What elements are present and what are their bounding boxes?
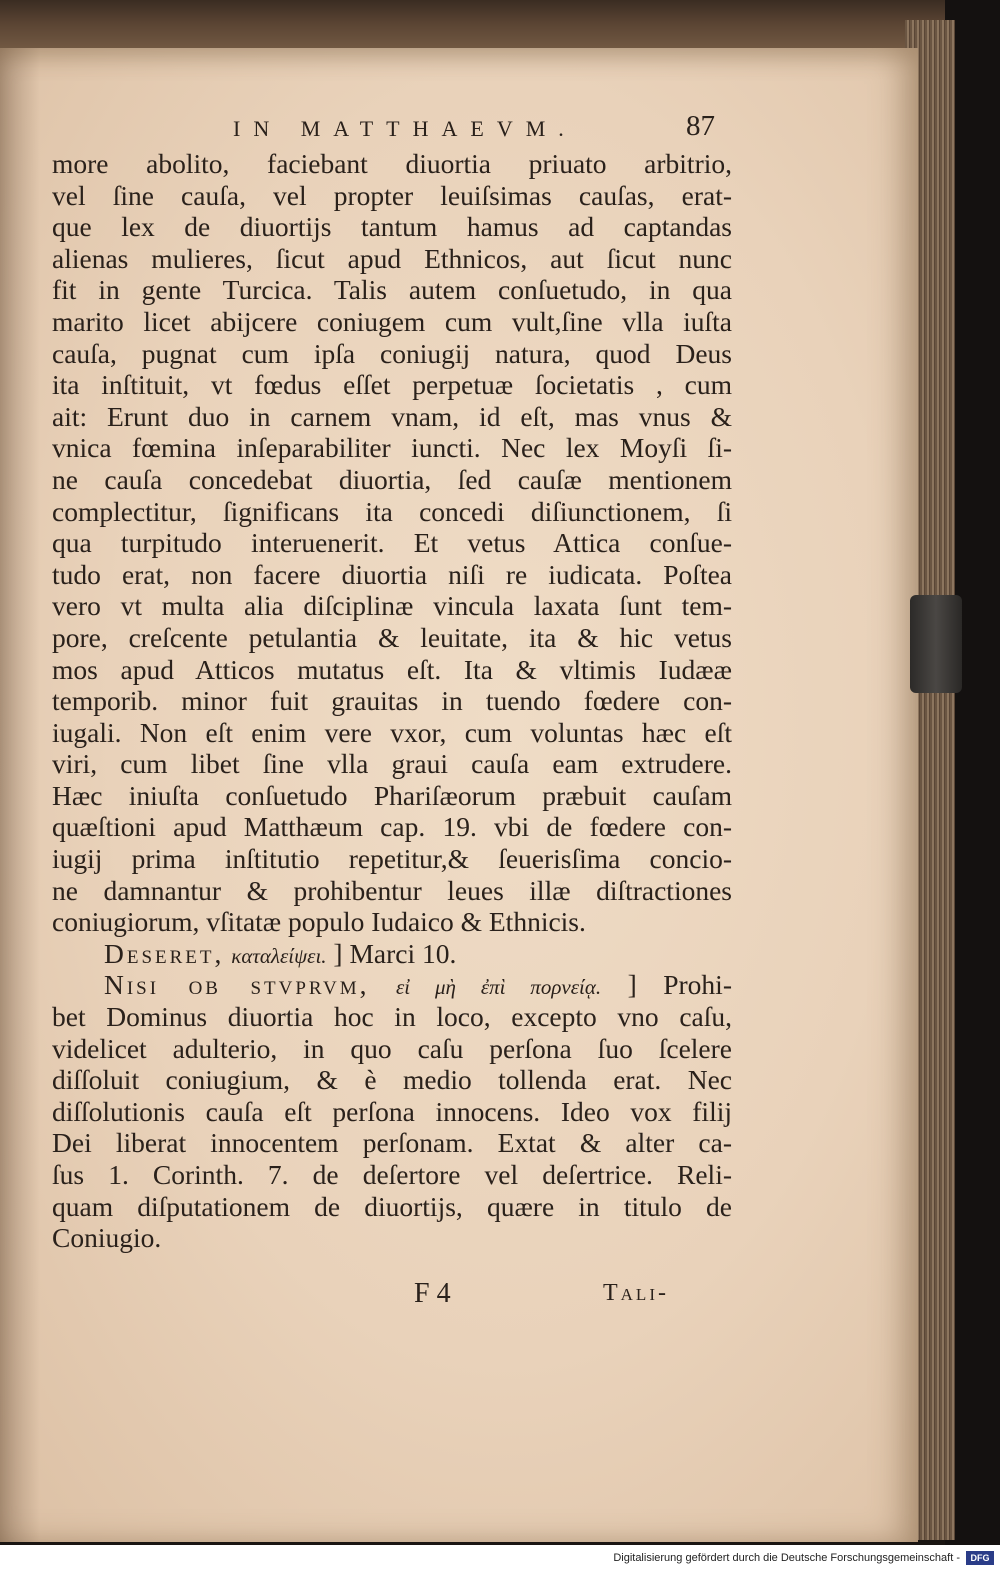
text-line: alienas mulieres, ſicut apud Ethnicos, aut ſicut nunc — [52, 242, 732, 274]
text-line: iugali. Non eſt enim vere vxor, cum voluntas hæc eſt — [52, 716, 732, 748]
page-number: 87 — [686, 110, 715, 142]
text-line: diſſolutionis cauſa eſt perſona innocens. Ideo vox filij — [52, 1095, 732, 1127]
lemma-continuation: ] Prohi- — [627, 969, 732, 1001]
page-header — [0, 110, 918, 148]
text-line: tudo erat, non facere diuortia niſi re iudicata. Poſtea — [52, 558, 732, 590]
text-line: bet Dominus diuortia hoc in loco, excepto vno caſu, — [52, 1001, 732, 1033]
paragraph-1 — [52, 148, 732, 938]
dfg-logo: DFG — [966, 1551, 994, 1565]
greek-quote: καταλείψει. — [231, 943, 327, 968]
text-line: videlicet adulterio, in quo caſu perſona ſuo ſcelere — [52, 1032, 732, 1064]
paragraph-2 — [52, 1001, 732, 1254]
text-line: ſus 1. Corinth. 7. de deſertore vel deſertrice. Reli- — [52, 1159, 732, 1190]
text-line: marito licet abijcere coniugem cum vult,ſine vlla iuſta — [52, 305, 732, 337]
text-line: diſſoluit coniugium, & è medio tollenda erat. Nec — [52, 1064, 732, 1096]
dfg-credit-text: Digitalisierung gefördert durch die Deutsche Forschungsgemeinschaft - — [613, 1552, 960, 1564]
text-line: vnica fœmina inſeparabiliter iuncti. Nec lex Moyſi ſi- — [52, 432, 732, 464]
text-line: qua turpitudo interuenerit. Et vetus Attica conſue- — [52, 527, 732, 559]
text-line: more abolito, faciebant diuortia priuato arbitrio, — [52, 148, 732, 179]
text-line: quam diſputationem de diuortijs, quære in titulo de — [52, 1190, 732, 1222]
text-line: pore, creſcente petulantia & leuitate, ita & hic vetus — [52, 621, 732, 653]
lemma-deseret — [52, 938, 732, 970]
text-line: complectitur, ſignificans ita concedi diſiunctionem, ſi — [52, 495, 732, 527]
text-line: mos apud Atticos mutatus eſt. Ita & vltimis Iudææ — [52, 653, 732, 685]
text-line: ne cauſa concedebat diuortia, ſed cauſæ mentionem — [52, 463, 732, 495]
text-line: quæſtioni apud Matthæum cap. 19. vbi de fœdere con- — [52, 811, 732, 843]
page-footer — [0, 1278, 918, 1318]
greek-quote: εἰ μὴ ἐπὶ πορνείᾳ. — [396, 975, 602, 1000]
text-line: iugij prima inſtitutio repetitur,& ſeuerisſima concio- — [52, 843, 732, 875]
text-line: coniugiorum, vſitatæ populo Iudaico & Ethnicis. — [52, 906, 586, 938]
catchword: Tali- — [603, 1280, 669, 1306]
lemma-head: Deseret, — [104, 937, 225, 969]
book-clamp — [910, 595, 962, 693]
lemma-reference: ] Marci 10. — [333, 937, 457, 969]
text-line: ita inſtituit, vt fœdus eſſet perpetuæ ſocietatis , cum — [52, 369, 732, 401]
text-line: ait: Erunt duo in carnem vnam, id eſt, mas vnus & — [52, 400, 732, 432]
lemma-head: Nisi ob stvprvm, — [104, 969, 370, 1001]
signature-mark: F 4 — [414, 1278, 451, 1309]
lemma-nisi — [52, 969, 732, 1001]
book-page — [0, 48, 918, 1542]
running-head: IN MATTHAEVM. — [233, 116, 577, 141]
text-line: temporib. minor fuit grauitas in tuendo fœdere con- — [52, 685, 732, 717]
text-line: Dei liberat innocentem perſonam. Extat & alter ca- — [52, 1127, 732, 1159]
text-line: ne damnantur & prohibentur leues illæ diſtractiones — [52, 874, 732, 906]
text-line: Coniugio. — [52, 1222, 162, 1254]
text-line: viri, cum libet ſine vlla graui cauſa eam extrudere. — [52, 748, 732, 780]
text-line: cauſa, pugnat cum ipſa coniugij natura, quod Deus — [52, 337, 732, 369]
text-line: vel ſine cauſa, vel propter leuiſsimas cauſas, erat- — [52, 179, 732, 211]
text-block — [52, 148, 732, 1254]
text-line: que lex de diuortijs tantum hamus ad captandas — [52, 211, 732, 243]
text-line: vero vt multa alia diſciplinæ vincula laxata ſunt tem- — [52, 590, 732, 622]
text-line: fit in gente Turcica. Talis autem conſuetudo, in qua — [52, 274, 732, 306]
digitization-credit-bar — [0, 1545, 1000, 1574]
text-line: Hæc iniuſta conſuetudo Phariſæorum præbuit cauſam — [52, 779, 732, 811]
